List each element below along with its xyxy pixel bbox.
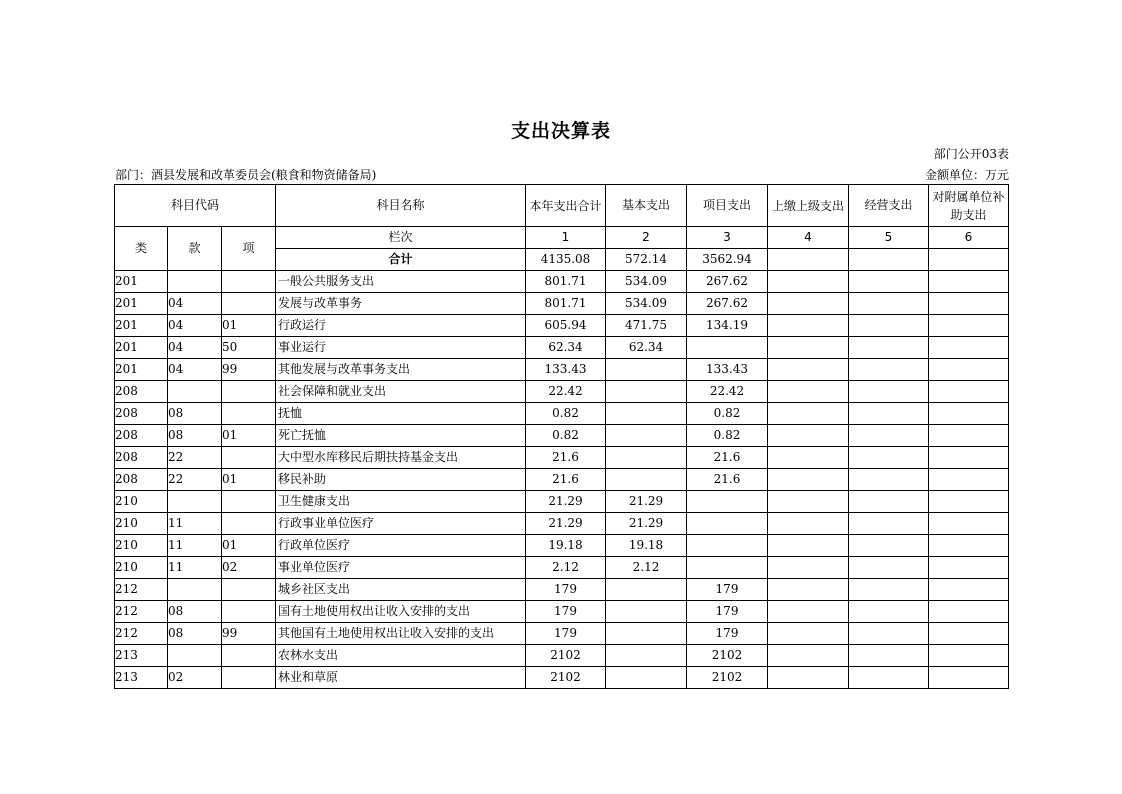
header-col6: 6 xyxy=(929,227,1009,249)
xiang-cell xyxy=(222,447,276,469)
subsidy-cell xyxy=(929,381,1009,403)
kuan-cell xyxy=(168,491,222,513)
lei-cell: 210 xyxy=(115,557,168,579)
total-cell: 605.94 xyxy=(526,315,606,337)
business-cell xyxy=(849,557,929,579)
header-total: 本年支出合计 xyxy=(526,185,606,227)
basic-cell: 534.09 xyxy=(606,293,687,315)
upper-cell xyxy=(768,557,849,579)
upper-cell xyxy=(768,337,849,359)
subsidy-cell xyxy=(929,447,1009,469)
project-cell: 267.62 xyxy=(687,271,768,293)
total-cell: 179 xyxy=(526,601,606,623)
header-lei: 类 xyxy=(115,227,168,271)
upper-cell xyxy=(768,491,849,513)
lei-cell: 201 xyxy=(115,315,168,337)
lei-cell: 210 xyxy=(115,513,168,535)
kuan-cell: 04 xyxy=(168,337,222,359)
total-cell: 2102 xyxy=(526,667,606,689)
project-cell: 2102 xyxy=(687,667,768,689)
department-label: 部门：酒县发展和改革委员会(粮食和物资储备局) xyxy=(115,168,377,182)
business-cell xyxy=(849,601,929,623)
table-row xyxy=(115,381,1009,403)
upper-cell xyxy=(768,447,849,469)
project-cell: 133.43 xyxy=(687,359,768,381)
name-cell: 行政单位医疗 xyxy=(276,535,526,557)
business-cell xyxy=(849,359,929,381)
xiang-cell: 99 xyxy=(222,359,276,381)
total-cell: 0.82 xyxy=(526,403,606,425)
upper-cell xyxy=(768,403,849,425)
business-cell xyxy=(849,513,929,535)
business-cell xyxy=(849,381,929,403)
kuan-cell: 22 xyxy=(168,469,222,491)
table-row xyxy=(115,425,1009,447)
name-cell: 行政运行 xyxy=(276,315,526,337)
subsidy-cell xyxy=(929,315,1009,337)
kuan-cell: 08 xyxy=(168,601,222,623)
lei-cell: 212 xyxy=(115,623,168,645)
total-cell: 21.29 xyxy=(526,491,606,513)
total-cell: 21.6 xyxy=(526,447,606,469)
table-row xyxy=(115,469,1009,491)
subsidy-cell xyxy=(929,557,1009,579)
table-row xyxy=(115,447,1009,469)
lei-cell: 212 xyxy=(115,579,168,601)
kuan-cell: 04 xyxy=(168,293,222,315)
subsidy-cell xyxy=(929,645,1009,667)
name-cell: 其他国有土地使用权出让收入安排的支出 xyxy=(276,623,526,645)
upper-cell xyxy=(768,535,849,557)
upper-cell xyxy=(768,579,849,601)
table-row xyxy=(115,513,1009,535)
total-cell: 22.42 xyxy=(526,381,606,403)
subsidy-cell xyxy=(929,425,1009,447)
xiang-cell: 01 xyxy=(222,535,276,557)
business-cell xyxy=(849,315,929,337)
table-row xyxy=(115,359,1009,381)
total-cell: 21.6 xyxy=(526,469,606,491)
project-cell: 0.82 xyxy=(687,425,768,447)
xiang-cell: 50 xyxy=(222,337,276,359)
xiang-cell xyxy=(222,271,276,293)
basic-cell: 2.12 xyxy=(606,557,687,579)
sum-subsidy xyxy=(929,249,1009,271)
name-cell: 事业运行 xyxy=(276,337,526,359)
upper-cell xyxy=(768,381,849,403)
table-row xyxy=(115,337,1009,359)
header-subsidy: 对附属单位补助支出 xyxy=(929,185,1009,227)
project-cell: 21.6 xyxy=(687,469,768,491)
basic-cell: 471.75 xyxy=(606,315,687,337)
kuan-cell: 11 xyxy=(168,513,222,535)
name-cell: 国有土地使用权出让收入安排的支出 xyxy=(276,601,526,623)
subsidy-cell xyxy=(929,667,1009,689)
project-cell: 21.6 xyxy=(687,447,768,469)
xiang-cell xyxy=(222,579,276,601)
xiang-cell: 02 xyxy=(222,557,276,579)
table-row xyxy=(115,271,1009,293)
subsidy-cell xyxy=(929,469,1009,491)
lei-cell: 208 xyxy=(115,469,168,491)
table-row xyxy=(115,645,1009,667)
kuan-cell: 08 xyxy=(168,623,222,645)
project-cell xyxy=(687,557,768,579)
xiang-cell: 01 xyxy=(222,469,276,491)
lei-cell: 201 xyxy=(115,359,168,381)
name-cell: 一般公共服务支出 xyxy=(276,271,526,293)
table-row xyxy=(115,601,1009,623)
basic-cell: 62.34 xyxy=(606,337,687,359)
kuan-cell: 11 xyxy=(168,535,222,557)
business-cell xyxy=(849,623,929,645)
basic-cell xyxy=(606,425,687,447)
xiang-cell: 01 xyxy=(222,425,276,447)
subsidy-cell xyxy=(929,359,1009,381)
header-upper: 上缴上级支出 xyxy=(768,185,849,227)
name-cell: 发展与改革事务 xyxy=(276,293,526,315)
name-cell: 行政事业单位医疗 xyxy=(276,513,526,535)
total-cell: 21.29 xyxy=(526,513,606,535)
basic-cell xyxy=(606,623,687,645)
header-col5: 5 xyxy=(849,227,929,249)
header-code: 科目代码 xyxy=(115,185,276,227)
subsidy-cell xyxy=(929,293,1009,315)
page-title: 支出决算表 xyxy=(510,120,611,142)
name-cell: 农林水支出 xyxy=(276,645,526,667)
basic-cell xyxy=(606,359,687,381)
subsidy-cell xyxy=(929,513,1009,535)
kuan-cell: 02 xyxy=(168,667,222,689)
basic-cell: 21.29 xyxy=(606,513,687,535)
basic-cell xyxy=(606,601,687,623)
project-cell xyxy=(687,513,768,535)
sum-project: 3562.94 xyxy=(687,249,768,271)
upper-cell xyxy=(768,645,849,667)
kuan-cell xyxy=(168,645,222,667)
header-kuan: 款 xyxy=(168,227,222,271)
upper-cell xyxy=(768,513,849,535)
lei-cell: 201 xyxy=(115,337,168,359)
xiang-cell xyxy=(222,513,276,535)
name-cell: 其他发展与改革事务支出 xyxy=(276,359,526,381)
business-cell xyxy=(849,491,929,513)
name-cell: 城乡社区支出 xyxy=(276,579,526,601)
sum-basic: 572.14 xyxy=(606,249,687,271)
basic-cell: 19.18 xyxy=(606,535,687,557)
xiang-cell xyxy=(222,601,276,623)
header-col3: 3 xyxy=(687,227,768,249)
total-cell: 62.34 xyxy=(526,337,606,359)
basic-cell xyxy=(606,645,687,667)
lei-cell: 201 xyxy=(115,293,168,315)
basic-cell xyxy=(606,469,687,491)
header-col2: 2 xyxy=(606,227,687,249)
name-cell: 卫生健康支出 xyxy=(276,491,526,513)
kuan-cell: 04 xyxy=(168,315,222,337)
project-cell: 267.62 xyxy=(687,293,768,315)
lei-cell: 208 xyxy=(115,425,168,447)
project-cell xyxy=(687,337,768,359)
total-cell: 133.43 xyxy=(526,359,606,381)
table-row xyxy=(115,623,1009,645)
table-row xyxy=(115,293,1009,315)
project-cell: 134.19 xyxy=(687,315,768,337)
total-cell: 19.18 xyxy=(526,535,606,557)
upper-cell xyxy=(768,359,849,381)
lei-cell: 210 xyxy=(115,535,168,557)
expenditure-table xyxy=(114,184,1009,689)
total-cell: 179 xyxy=(526,623,606,645)
xiang-cell xyxy=(222,403,276,425)
header-row-1 xyxy=(115,185,1009,227)
header-row-2 xyxy=(115,227,1009,249)
lei-cell: 201 xyxy=(115,271,168,293)
basic-cell: 534.09 xyxy=(606,271,687,293)
project-cell xyxy=(687,535,768,557)
sum-label: 合计 xyxy=(276,249,526,271)
table-row xyxy=(115,403,1009,425)
name-cell: 死亡抚恤 xyxy=(276,425,526,447)
sum-total: 4135.08 xyxy=(526,249,606,271)
xiang-cell xyxy=(222,667,276,689)
business-cell xyxy=(849,645,929,667)
kuan-cell: 11 xyxy=(168,557,222,579)
upper-cell xyxy=(768,271,849,293)
subsidy-cell xyxy=(929,403,1009,425)
kuan-cell: 04 xyxy=(168,359,222,381)
lei-cell: 213 xyxy=(115,667,168,689)
name-cell: 大中型水库移民后期扶持基金支出 xyxy=(276,447,526,469)
basic-cell xyxy=(606,403,687,425)
project-cell xyxy=(687,491,768,513)
subsidy-cell xyxy=(929,271,1009,293)
total-cell: 2.12 xyxy=(526,557,606,579)
kuan-cell xyxy=(168,579,222,601)
table-row xyxy=(115,315,1009,337)
business-cell xyxy=(849,271,929,293)
kuan-cell: 08 xyxy=(168,403,222,425)
upper-cell xyxy=(768,623,849,645)
upper-cell xyxy=(768,667,849,689)
basic-cell xyxy=(606,381,687,403)
lei-cell: 208 xyxy=(115,447,168,469)
subsidy-cell xyxy=(929,579,1009,601)
header-business: 经营支出 xyxy=(849,185,929,227)
xiang-cell: 99 xyxy=(222,623,276,645)
sum-upper xyxy=(768,249,849,271)
subsidy-cell xyxy=(929,337,1009,359)
basic-cell xyxy=(606,447,687,469)
header-xiang: 项 xyxy=(222,227,276,271)
header-col4: 4 xyxy=(768,227,849,249)
xiang-cell xyxy=(222,645,276,667)
sum-business xyxy=(849,249,929,271)
upper-cell xyxy=(768,293,849,315)
header-project: 项目支出 xyxy=(687,185,768,227)
table-row xyxy=(115,557,1009,579)
business-cell xyxy=(849,337,929,359)
business-cell xyxy=(849,293,929,315)
name-cell: 事业单位医疗 xyxy=(276,557,526,579)
subsidy-cell xyxy=(929,491,1009,513)
basic-cell: 21.29 xyxy=(606,491,687,513)
name-cell: 抚恤 xyxy=(276,403,526,425)
name-cell: 移民补助 xyxy=(276,469,526,491)
total-cell: 0.82 xyxy=(526,425,606,447)
form-number: 部门公开03表 xyxy=(933,147,1009,161)
business-cell xyxy=(849,447,929,469)
name-cell: 社会保障和就业支出 xyxy=(276,381,526,403)
kuan-cell xyxy=(168,271,222,293)
xiang-cell xyxy=(222,491,276,513)
header-col1: 1 xyxy=(526,227,606,249)
total-cell: 801.71 xyxy=(526,271,606,293)
upper-cell xyxy=(768,469,849,491)
amount-unit-label: 金额单位：万元 xyxy=(924,168,1009,182)
header-lanci: 栏次 xyxy=(276,227,526,249)
business-cell xyxy=(849,667,929,689)
business-cell xyxy=(849,535,929,557)
project-cell: 179 xyxy=(687,601,768,623)
project-cell: 0.82 xyxy=(687,403,768,425)
table-row xyxy=(115,667,1009,689)
basic-cell xyxy=(606,667,687,689)
lei-cell: 212 xyxy=(115,601,168,623)
business-cell xyxy=(849,425,929,447)
upper-cell xyxy=(768,315,849,337)
xiang-cell xyxy=(222,293,276,315)
business-cell xyxy=(849,403,929,425)
table-row xyxy=(115,491,1009,513)
kuan-cell: 22 xyxy=(168,447,222,469)
project-cell: 179 xyxy=(687,579,768,601)
subsidy-cell xyxy=(929,535,1009,557)
basic-cell xyxy=(606,579,687,601)
table-row xyxy=(115,535,1009,557)
name-cell: 林业和草原 xyxy=(276,667,526,689)
total-cell: 179 xyxy=(526,579,606,601)
lei-cell: 213 xyxy=(115,645,168,667)
lei-cell: 210 xyxy=(115,491,168,513)
project-cell: 22.42 xyxy=(687,381,768,403)
upper-cell xyxy=(768,425,849,447)
kuan-cell: 08 xyxy=(168,425,222,447)
table-row xyxy=(115,579,1009,601)
total-cell: 2102 xyxy=(526,645,606,667)
header-basic: 基本支出 xyxy=(606,185,687,227)
project-cell: 2102 xyxy=(687,645,768,667)
lei-cell: 208 xyxy=(115,381,168,403)
project-cell: 179 xyxy=(687,623,768,645)
header-name: 科目名称 xyxy=(276,185,526,227)
total-cell: 801.71 xyxy=(526,293,606,315)
subsidy-cell xyxy=(929,601,1009,623)
business-cell xyxy=(849,469,929,491)
upper-cell xyxy=(768,601,849,623)
business-cell xyxy=(849,579,929,601)
xiang-cell: 01 xyxy=(222,315,276,337)
lei-cell: 208 xyxy=(115,403,168,425)
kuan-cell xyxy=(168,381,222,403)
xiang-cell xyxy=(222,381,276,403)
subsidy-cell xyxy=(929,623,1009,645)
